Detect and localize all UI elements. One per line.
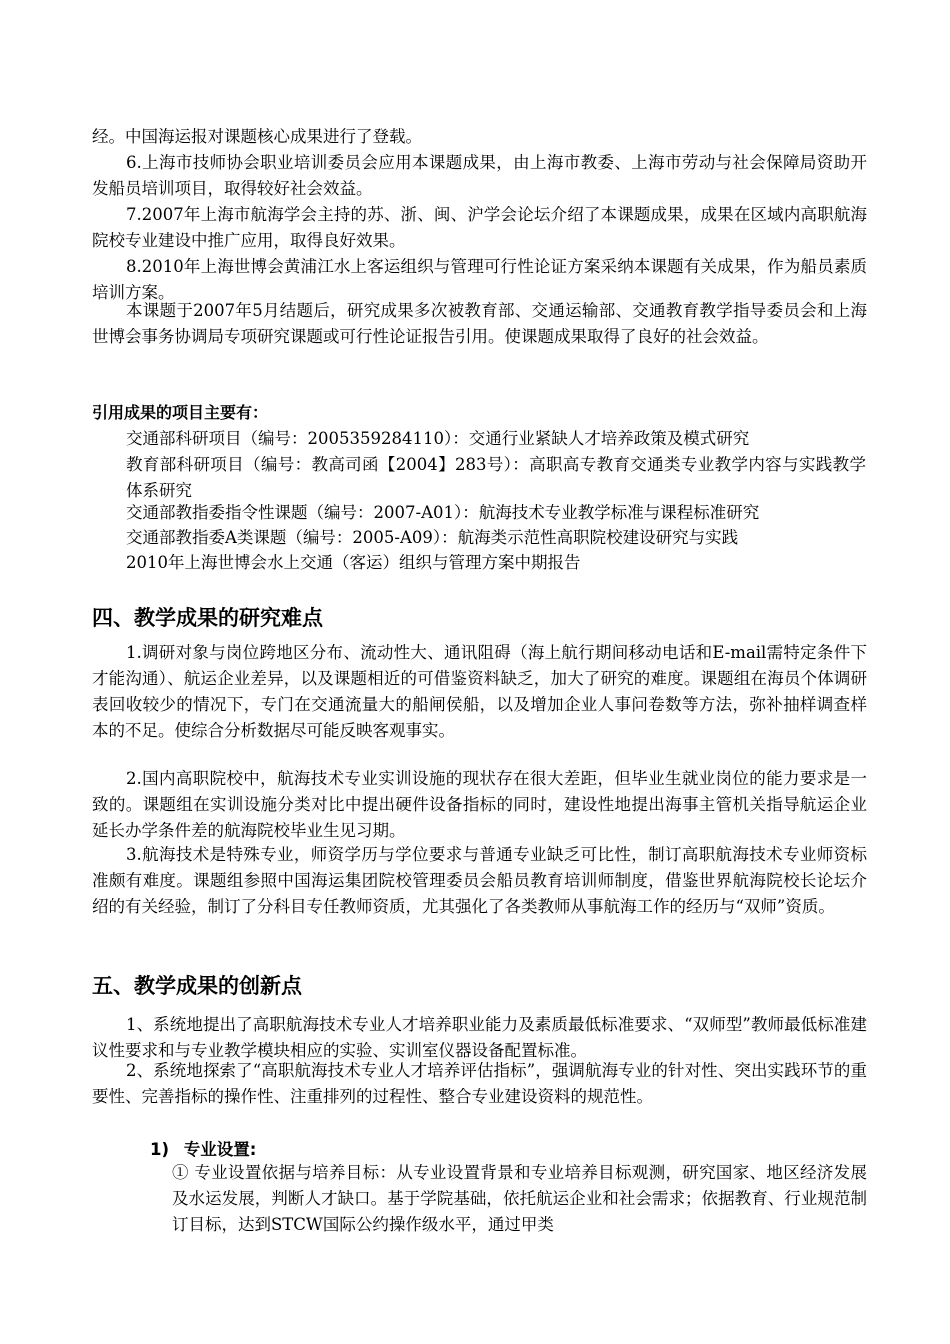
intro-paragraph-7: 7.2007年上海市航海学会主持的苏、浙、闽、沪学会论坛介绍了本课题成果，成果在区域内高职航海院校专业建设中推广应用，取得良好效果。 [92, 205, 867, 250]
subsection-number: 1) [150, 1140, 170, 1159]
subsection-title: 专业设置: [183, 1140, 257, 1159]
section-5-paragraph-1: 1、系统地提出了高职航海技术专业人才培养职业能力及素质最低标准要求、“双师型”教师最低标准建议性要求和与专业教学模块相应的实验、实训室仪器设备配置标准。 [92, 1015, 867, 1060]
section-4-paragraph-1: 1.调研对象与岗位跨地区分布、流动性大、通讯阻碍（海上航行期间移动电话和E-mail需特定条件下才能沟通）、航运企业差异，以及课题相近的可借鉴资料缺乏，加大了研究的难度。课题组在海员个体调研表回收较少的情况下，专门在交通流量大的船闸侯船，以及增加企业人事问卷数等方法，弥补抽样调查样本的不足。使综合分析数据尽可能反映客观事实。 [92, 643, 867, 740]
intro-paragraph-continued: 经。中国海运报对课题核心成果进行了登载。 [92, 127, 422, 146]
subsection-item-1: ① 专业设置依据与培养目标：从专业设置背景和专业培养目标观测，研究国家、地区经济发展及水运发展，判断人才缺口。基于学院基础，依托航运企业和社会需求；依据教育、行业规范制订目标，达到STCW国际公约操作级水平，通过甲类 [172, 1163, 867, 1234]
subsection-heading [150, 1136, 256, 1160]
citations-heading: 引用成果的项目主要有： [92, 403, 269, 422]
section-5-heading: 五、教学成果的创新点 [92, 974, 302, 998]
citation-item: 教育部科研项目（编号：教高司函【2004】283号）：高职高专教育交通类专业教学内容与实践教学体系研究 [126, 455, 866, 500]
intro-paragraph-summary: 本课题于2007年5月结题后，研究成果多次被教育部、交通运输部、交通教育教学指导委员会和上海世博会事务协调局专项研究课题或可行性论证报告引用。使课题成果取得了良好的社会效益。 [92, 301, 867, 346]
citation-item: 2010年上海世博会水上交通（客运）组织与管理方案中期报告 [126, 553, 581, 572]
intro-paragraph-8: 8.2010年上海世博会黄浦江水上客运组织与管理可行性论证方案采纳本课题有关成果，作为船员素质培训方案。 [92, 257, 867, 302]
citation-item: 交通部教指委指令性课题（编号：2007-A01）：航海技术专业教学标准与课程标准研究 [126, 503, 760, 522]
section-4-paragraph-2: 2.国内高职院校中，航海技术专业实训设施的现状存在很大差距，但毕业生就业岗位的能力要求是一致的。课题组在实训设施分类对比中提出硬件设备指标的同时，建设性地提出海事主管机关指导航运企业延长办学条件差的航海院校毕业生见习期。 [92, 769, 867, 840]
section-4-paragraph-3: 3.航海技术是特殊专业，师资学历与学位要求与普通专业缺乏可比性，制订高职航海技术专业师资标准颇有难度。课题组参照中国海运集团院校管理委员会船员教育培训师制度，借鉴世界航海院校长论坛介绍的有关经验，制订了分科目专任教师资质，尤其强化了各类教师从事航海工作的经历与“双师”资质。 [92, 845, 867, 916]
citation-item: 交通部科研项目（编号：2005359284110）：交通行业紧缺人才培养政策及模式研究 [126, 429, 750, 448]
section-5-paragraph-2: 2、系统地探索了“高职航海技术专业人才培养评估指标”，强调航海专业的针对性、突出实践环节的重要性、完善指标的操作性、注重排列的过程性、整合专业建设资料的规范性。 [92, 1061, 867, 1106]
section-4-heading: 四、教学成果的研究难点 [92, 606, 323, 630]
intro-paragraph-6: 6.上海市技师协会职业培训委员会应用本课题成果，由上海市教委、上海市劳动与社会保障局资助开发船员培训项目，取得较好社会效益。 [92, 153, 867, 198]
citation-item: 交通部教指委A类课题（编号：2005-A09）：航海类示范性高职院校建设研究与实践 [126, 528, 739, 547]
